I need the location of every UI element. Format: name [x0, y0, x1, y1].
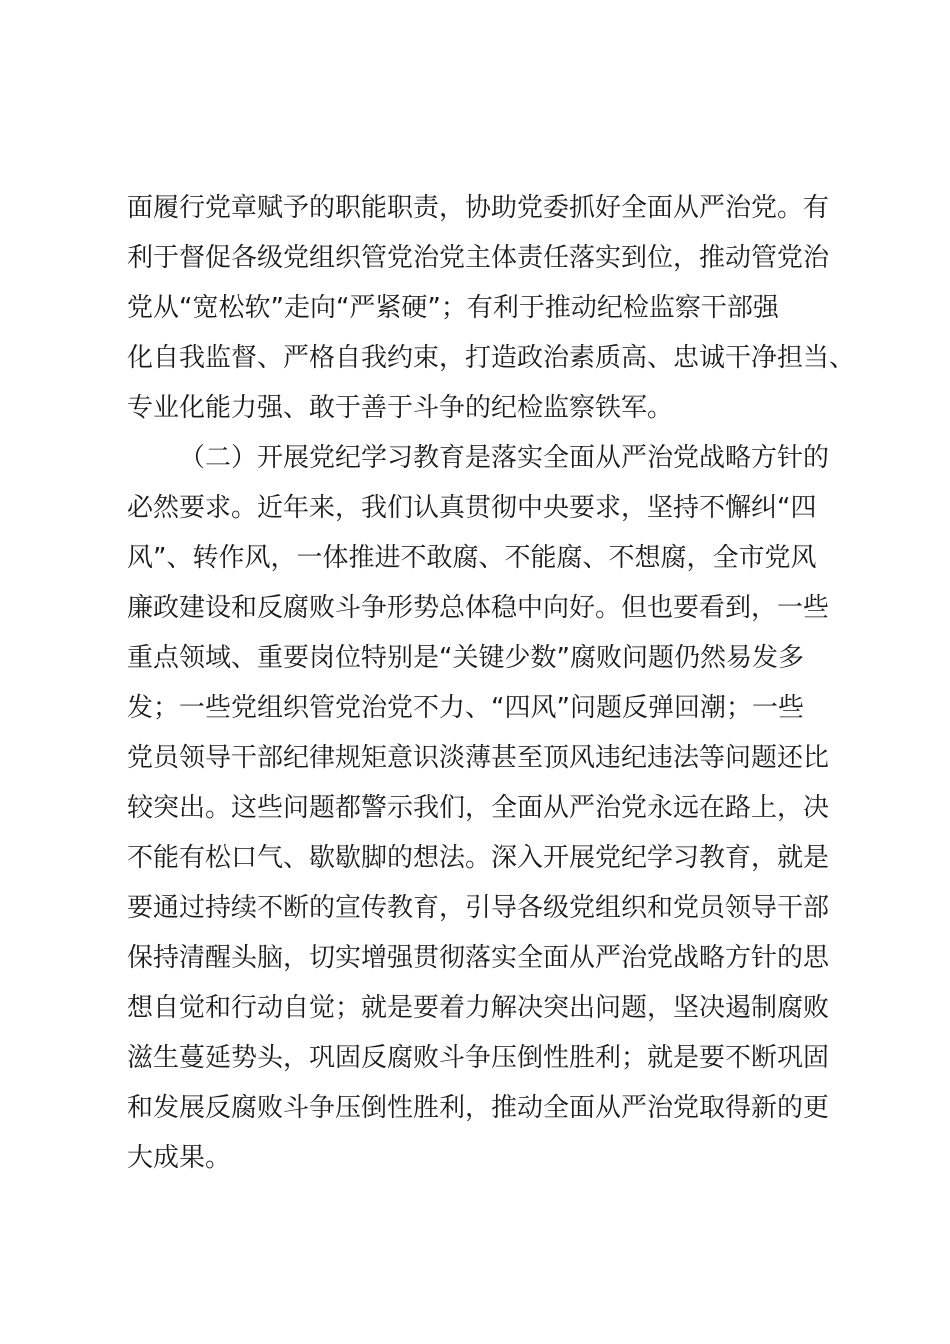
text-line-13: 较突出。这些问题都警示我们，全面从严治党永远在路上，决 — [127, 793, 830, 823]
text-line-8: 风”、转作风，一体推进不敢腐、不能腐、不想腐，全市党风 — [127, 543, 817, 573]
text-line-14: 不能有松口气、歇歇脚的想法。深入开展党纪学习教育，就是 — [127, 843, 830, 873]
text-line-4: 化自我监督、严格自我约束，打造政治素质高、忠诚干净担当、 — [127, 343, 856, 373]
text-line-9: 廉政建设和反腐败斗争形势总体稳中向好。但也要看到，一些 — [127, 593, 830, 623]
section-heading-line: （二）开展党纪学习教育是落实全面从严治党战略方针的 — [179, 443, 830, 473]
text-line-12: 党员领导干部纪律规矩意识淡薄甚至顶风违纪违法等问题还比 — [127, 743, 830, 773]
text-line-19: 和发展反腐败斗争压倒性胜利，推动全面从严治党取得新的更 — [127, 1093, 830, 1123]
text-line-7: 必然要求。近年来，我们认真贯彻中央要求，坚持不懈纠“四 — [127, 493, 817, 523]
text-line-11: 发；一些党组织管党治党不力、“四风”问题反弹回潮；一些 — [127, 693, 804, 723]
text-line-2: 利于督促各级党组织管党治党主体责任落实到位，推动管党治 — [127, 243, 830, 273]
text-line-17: 想自觉和行动自觉；就是要着力解决突出问题，坚决遏制腐败 — [127, 993, 830, 1023]
text-line-16: 保持清醒头脑，切实增强贯彻落实全面从严治党战略方针的思 — [127, 943, 830, 973]
text-line-5: 专业化能力强、敢于善于斗争的纪检监察铁军。 — [127, 393, 674, 423]
text-line-1: 面履行党章赋予的职能职责，协助党委抓好全面从严治党。有 — [127, 193, 830, 223]
text-line-18: 滋生蔓延势头，巩固反腐败斗争压倒性胜利；就是要不断巩固 — [127, 1043, 830, 1073]
text-line-10: 重点领域、重要岗位特别是“关键少数”腐败问题仍然易发多 — [127, 643, 804, 673]
text-line-15: 要通过持续不断的宣传教育，引导各级党组织和党员领导干部 — [127, 893, 830, 923]
text-line-3: 党从“宽松软”走向“严紧硬”；有利于推动纪检监察干部强 — [127, 293, 779, 323]
text-line-20: 大成果。 — [127, 1143, 232, 1173]
